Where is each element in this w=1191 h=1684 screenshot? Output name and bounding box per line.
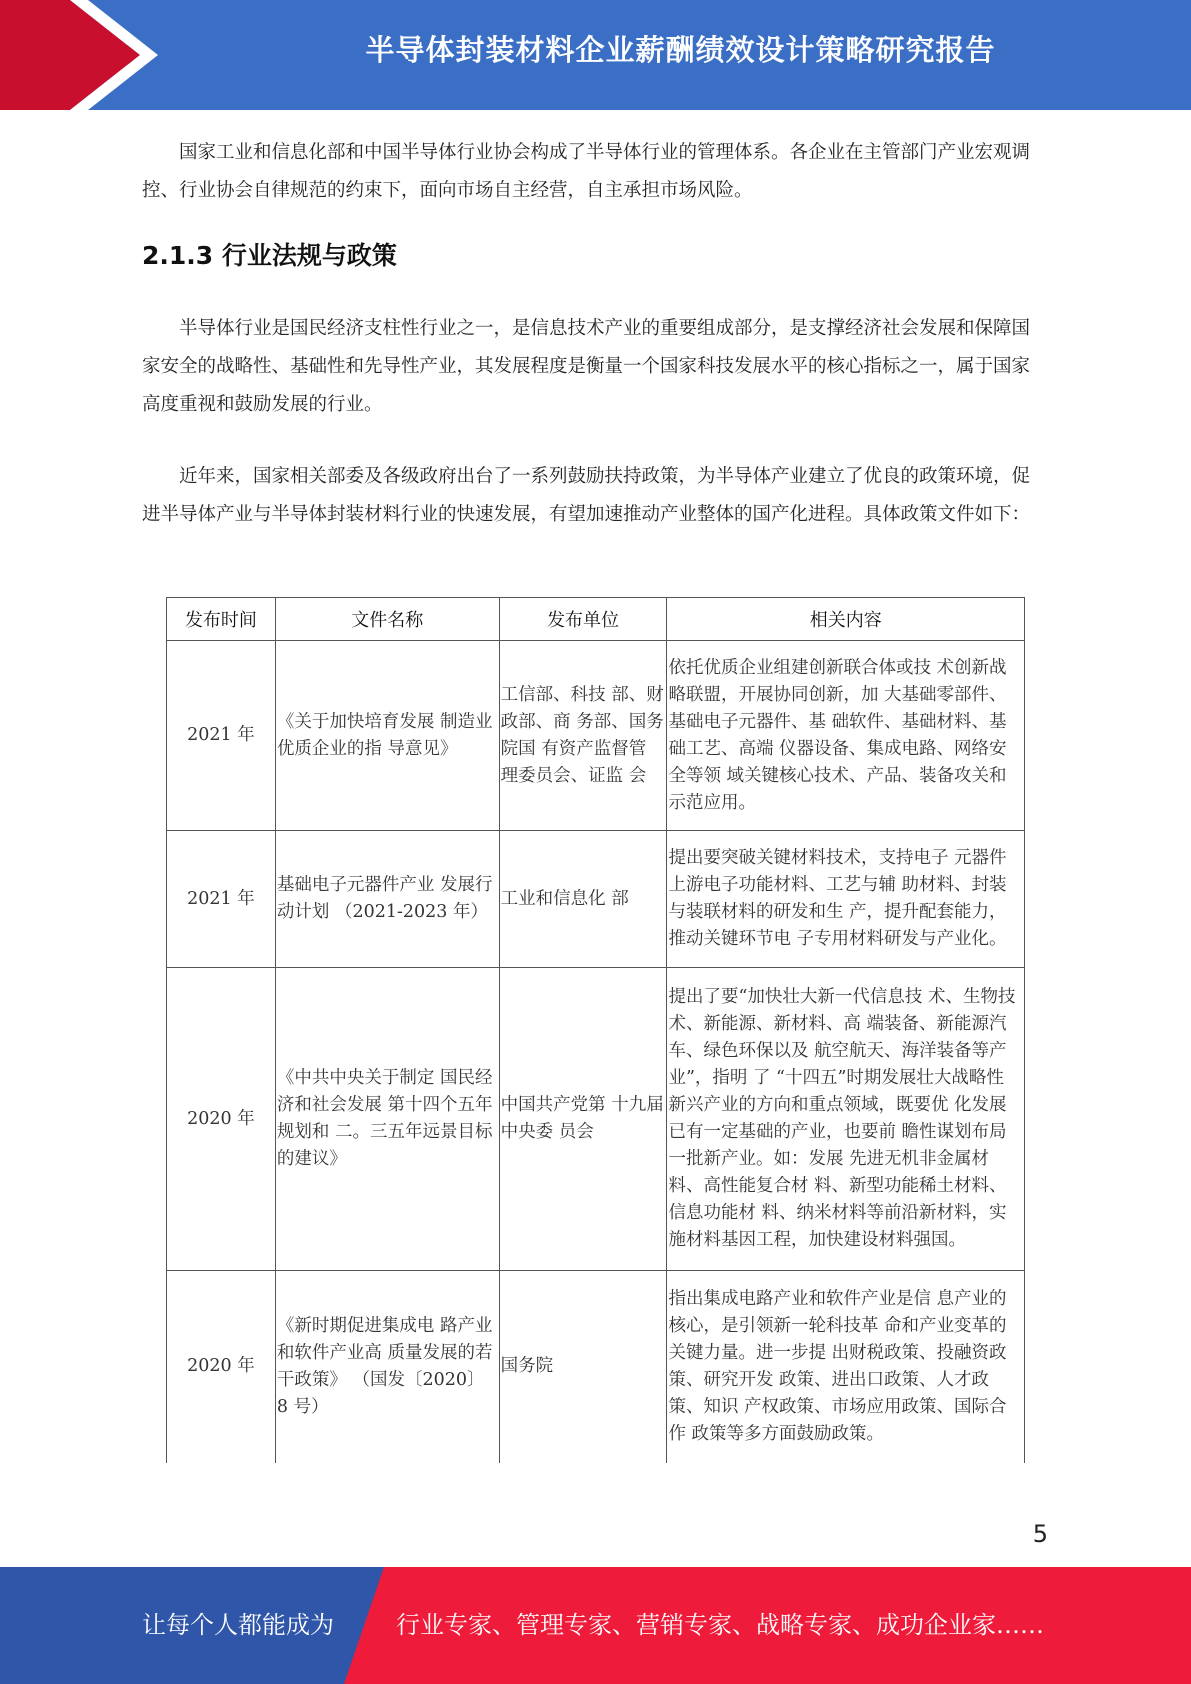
cell-content: 指出集成电路产业和软件产业是信 息产业的核心，是引领新一轮科技革 命和产业变革的关键力量。进一步提 出财税政策、投融资政策、研究开发 政策、进出口政策、人才政策、知识 产权政策、市场应用政策、国际合作 政策等多方面鼓励政策。 bbox=[667, 1271, 1025, 1463]
header-time: 发布时间 bbox=[167, 598, 276, 641]
page-number: 5 bbox=[1032, 1520, 1048, 1548]
header-content: 相关内容 bbox=[667, 598, 1025, 641]
paragraph-policy: 近年来，国家相关部委及各级政府出台了一系列鼓励扶持政策，为半导体产业建立了优良的政策环境，促进半导体产业与半导体封装材料行业的快速发展，有望加速推动产业整体的国产化进程。具体政策文件如下： bbox=[142, 466, 1031, 525]
table-row bbox=[167, 831, 1025, 968]
cell-content: 提出了要“加快壮大新一代信息技 术、生物技术、新能源、新材料、高 端装备、新能源汽车、绿色环保以及 航空航天、海洋装备等产业”，指明 了 “十四五”时期发展壮大战略性 新兴产业的方向和重点领域，既要优 化发展已有一定基础的产业，也要前 瞻性谋划布局一批新产业。如：发展 先进无机非金属材料、高性能复合材 料、新型功能稀土材料、信息功能材 料、纳米材料等前沿新材料，实施材料基因工程，加快建设材料强国。 bbox=[667, 968, 1025, 1271]
table-header-row bbox=[167, 598, 1025, 641]
cell-name: 基础电子元器件产业 发展行动计划 （2021-2023 年） bbox=[275, 831, 499, 968]
footer-slogan-left: 让每个人都能成为 bbox=[142, 1611, 334, 1639]
policy-table bbox=[166, 597, 1025, 1463]
cell-content: 提出要突破关键材料技术，支持电子 元器件上游电子功能材料、工艺与辅 助材料、封装与装联材料的研发和生 产，提升配套能力，推动关键环节电 子专用材料研发与产业化。 bbox=[667, 831, 1025, 968]
footer-slogan-right: 行业专家、管理专家、营销专家、战略专家、成功企业家…… bbox=[396, 1611, 1044, 1639]
paragraph-industry: 半导体行业是国民经济支柱性行业之一，是信息技术产业的重要组成部分，是支撑经济社会发展和保障国家安全的战略性、基础性和先导性产业，其发展程度是衡量一个国家科技发展水平的核心指标之一，属于国家高度重视和鼓励发展的行业。 bbox=[142, 318, 1031, 415]
page-header bbox=[0, 0, 1191, 110]
cell-name: 《中共中央关于制定 国民经济和社会发展 第十四个五年规划和 二。三五年远景目标 的建议》 bbox=[275, 968, 499, 1271]
cell-time: 2021 年 bbox=[167, 641, 276, 831]
section-heading: 2.1.3 行业法规与政策 bbox=[142, 241, 397, 270]
cell-name: 《新时期促进集成电 路产业和软件产业高 质量发展的若干政策》 （国发〔2020〕 8 号） bbox=[275, 1271, 499, 1463]
header-unit: 发布单位 bbox=[499, 598, 667, 641]
page-footer bbox=[0, 1567, 1191, 1684]
cell-name: 《关于加快培育发展 制造业优质企业的指 导意见》 bbox=[275, 641, 499, 831]
table-row bbox=[167, 641, 1025, 831]
table-row bbox=[167, 968, 1025, 1271]
cell-time: 2021 年 bbox=[167, 831, 276, 968]
header-name: 文件名称 bbox=[275, 598, 499, 641]
cell-content: 依托优质企业组建创新联合体或技 术创新战略联盟，开展协同创新，加 大基础零部件、基础电子元器件、基 础软件、基础材料、基础工艺、高端 仪器设备、集成电路、网络安全等领 域关键核心技术、产品、装备攻关和 示范应用。 bbox=[667, 641, 1025, 831]
cell-unit: 国务院 bbox=[499, 1271, 667, 1463]
table-row bbox=[167, 1271, 1025, 1463]
cell-time: 2020 年 bbox=[167, 1271, 276, 1463]
cell-unit: 工业和信息化 部 bbox=[499, 831, 667, 968]
report-title: 半导体封装材料企业薪酬绩效设计策略研究报告 bbox=[365, 33, 996, 67]
intro-paragraph: 国家工业和信息化部和中国半导体行业协会构成了半导体行业的管理体系。各企业在主管部门产业宏观调控、行业协会自律规范的约束下，面向市场自主经营，自主承担市场风险。 bbox=[142, 142, 1031, 201]
cell-time: 2020 年 bbox=[167, 968, 276, 1271]
cell-unit: 工信部、科技 部、财政部、商 务部、国务院国 有资产监督管 理委员会、证监 会 bbox=[499, 641, 667, 831]
cell-unit: 中国共产党第 十九届中央委 员会 bbox=[499, 968, 667, 1271]
